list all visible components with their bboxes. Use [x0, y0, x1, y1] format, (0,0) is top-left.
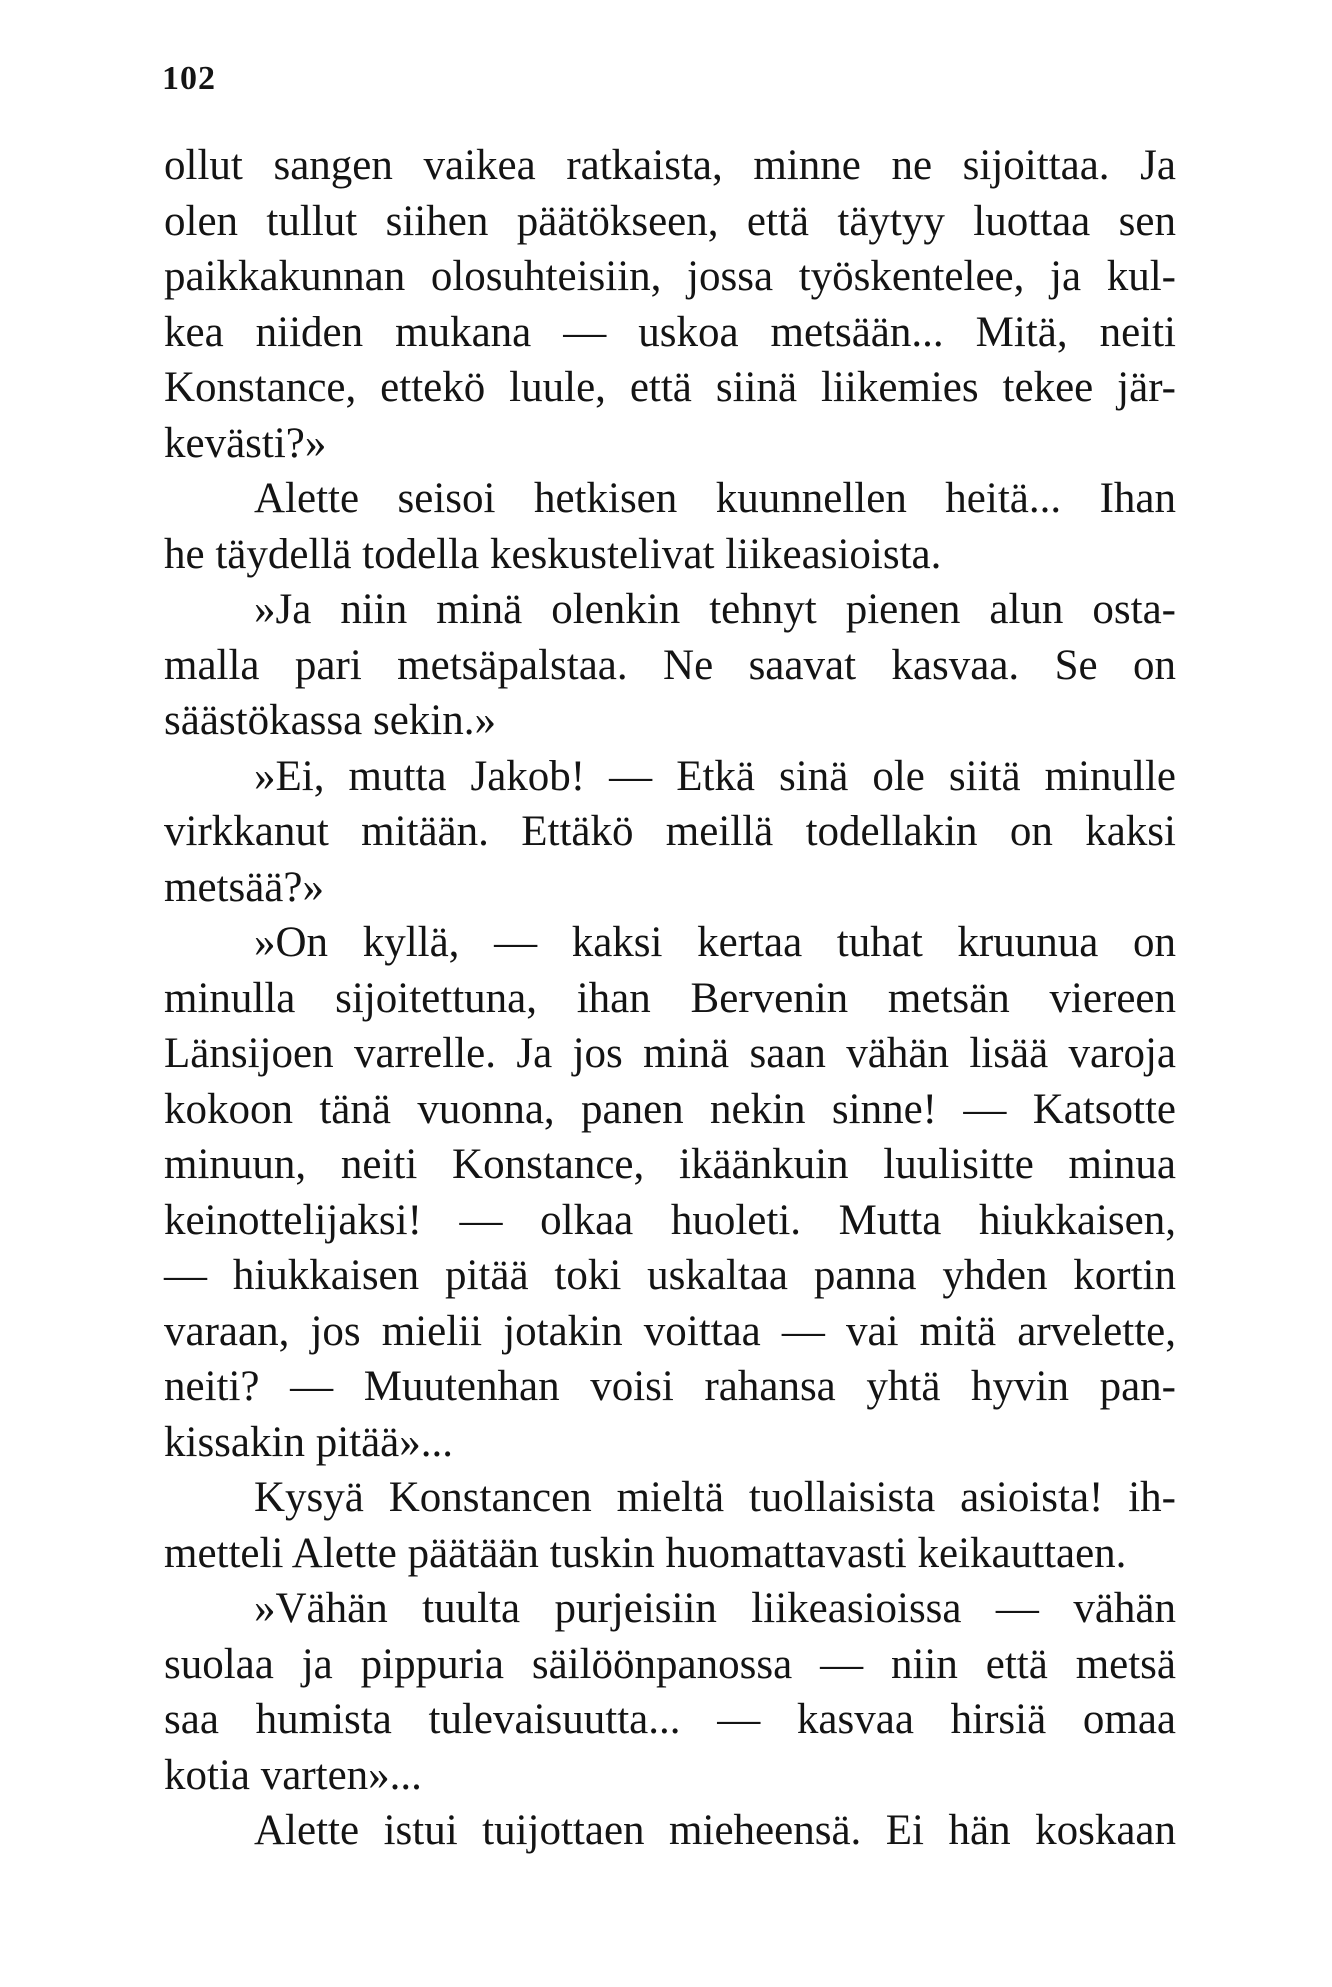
- text-line: neiti? — Muutenhan voisi rahansa yhtä hyvin pan-: [164, 1363, 1176, 1410]
- text-line: minuun, neiti Konstance, ikäänkuin luulisitte minua: [164, 1141, 1176, 1188]
- text-line: saa humista tulevaisuutta... — kasvaa hirsiä omaa: [164, 1696, 1176, 1743]
- text-line: kissakin pitää»...: [164, 1418, 454, 1466]
- text-line: »Ja niin minä olenkin tehnyt pienen alun osta-: [254, 586, 1176, 633]
- text-line: Alette seisoi hetkisen kuunnellen heitä... Ihan: [254, 475, 1176, 522]
- text-line: minulla sijoitettuna, ihan Bervenin metsän viereen: [164, 974, 1176, 1022]
- body-text: [164, 138, 1176, 1859]
- text-line: metteli Alette päätään tuskin huomattavasti keikauttaen.: [164, 1529, 1127, 1577]
- text-line: »Ei, mutta Jakob! — Etkä sinä ole siitä minulle: [254, 752, 1176, 800]
- text-line: — hiukkaisen pitää toki uskaltaa panna yhden kortin: [164, 1252, 1176, 1299]
- text-line: Kysyä Konstancen mieltä tuollaisista asioista! ih-: [254, 1474, 1176, 1521]
- text-line: he täydellä todella keskustelivat liikeasioista.: [164, 530, 942, 578]
- text-line: kea niiden mukana — uskoa metsään... Mitä, neiti: [164, 308, 1176, 356]
- text-line: keinottelijaksi! — olkaa huoleti. Mutta hiukkaisen,: [164, 1196, 1176, 1244]
- page-number: 102: [162, 60, 216, 97]
- text-line: suolaa ja pippuria säilöönpanossa — niin että metsä: [164, 1640, 1176, 1688]
- text-line: malla pari metsäpalstaa. Ne saavat kasvaa. Se on: [164, 641, 1176, 689]
- text-line: varaan, jos mielii jotakin voittaa — vai mitä arvelette,: [164, 1307, 1176, 1355]
- text-line: virkkanut mitään. Ettäkö meillä todellakin on kaksi: [164, 808, 1176, 855]
- text-line: »On kyllä, — kaksi kertaa tuhat kruunua on: [254, 919, 1176, 966]
- text-line: säästökassa sekin.»: [164, 697, 496, 744]
- text-line: ollut sangen vaikea ratkaista, minne ne sijoittaa. Ja: [164, 142, 1176, 189]
- text-line: kokoon tänä vuonna, panen nekin sinne! — Katsotte: [164, 1085, 1176, 1133]
- text-line: Alette istui tuijottaen mieheensä. Ei hän koskaan: [254, 1807, 1176, 1854]
- text-line: metsää?»: [164, 863, 324, 911]
- text-line: kevästi?»: [164, 419, 327, 467]
- text-line: Konstance, ettekö luule, että siinä liikemies tekee jär-: [164, 364, 1176, 411]
- text-line: paikkakunnan olosuhteisiin, jossa työskentelee, ja kul-: [164, 253, 1176, 300]
- text-line: Länsijoen varrelle. Ja jos minä saan vähän lisää varoja: [164, 1030, 1176, 1077]
- text-line: olen tullut siihen päätökseen, että täytyy luottaa sen: [164, 197, 1176, 245]
- text-line: kotia varten»...: [164, 1751, 422, 1799]
- text-line: »Vähän tuulta purjeisiin liikeasioissa — vähän: [254, 1585, 1176, 1632]
